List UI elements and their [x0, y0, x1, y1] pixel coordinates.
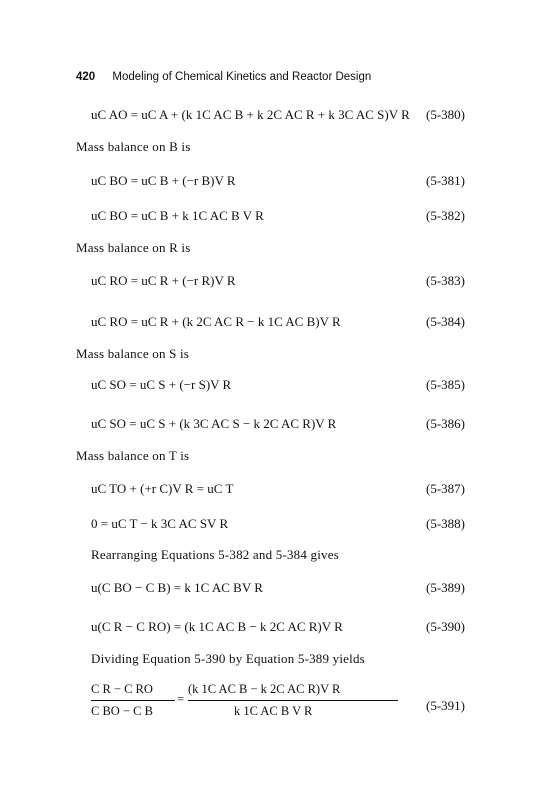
fraction-lhs-denominator: C BO − C B [91, 704, 153, 718]
equation-5-382: uC BO = uC B + k 1C AC B V R [91, 208, 264, 223]
fraction-bar [91, 700, 175, 701]
equation-5-387: uC TO + (+r C)V R = uC T [91, 481, 234, 496]
equation-5-386: uC SO = uC S + (k 3C AC S − k 2C AC R)V R [91, 416, 337, 431]
equation-5-390: u(C R − C RO) = (k 1C AC B − k 2C AC R)V R [91, 619, 343, 634]
running-title: Modeling of Chemical Kinetics and Reactor Design [112, 71, 372, 83]
equation-5-388: 0 = uC T − k 3C AC SV R [91, 516, 229, 531]
body-text: Mass balance on B is [76, 139, 191, 154]
equation-number: (5-390) [426, 619, 465, 634]
fraction-rhs-denominator: k 1C AC B V R [234, 704, 313, 718]
equation-number: (5-382) [426, 208, 465, 223]
page-header [76, 71, 476, 83]
fraction-bar [188, 700, 398, 701]
equation-number: (5-388) [426, 516, 465, 531]
equation-number: (5-383) [426, 273, 465, 288]
page-number: 420 [76, 71, 96, 83]
equation-5-384: uC RO = uC R + (k 2C AC R − k 1C AC B)V R [91, 314, 341, 329]
equation-number: (5-387) [426, 481, 465, 496]
equation-number: (5-386) [426, 416, 465, 431]
equation-5-383: uC RO = uC R + (−r R)V R [91, 273, 236, 288]
equation-5-381: uC BO = uC B + (−r B)V R [91, 173, 236, 188]
equation-5-380: uC AO = uC A + (k 1C AC B + k 2C AC R + k 3C AC S)V R [91, 107, 410, 122]
equation-number: (5-385) [426, 377, 465, 392]
body-text: Mass balance on R is [76, 240, 191, 255]
fraction-lhs-numerator: C R − C RO [91, 682, 153, 696]
equation-number: (5-391) [426, 698, 465, 713]
body-text: Mass balance on T is [76, 448, 190, 463]
body-text: Dividing Equation 5-390 by Equation 5-389 yields [91, 651, 365, 666]
equation-5-389: u(C BO − C B) = k 1C AC BV R [91, 580, 263, 595]
fraction-rhs-numerator: (k 1C AC B − k 2C AC R)V R [188, 682, 341, 696]
equation-number: (5-381) [426, 173, 465, 188]
equation-number: (5-380) [426, 107, 465, 122]
body-text: Rearranging Equations 5-382 and 5-384 gives [91, 547, 339, 562]
equation-number: (5-389) [426, 580, 465, 595]
body-text: Mass balance on S is [76, 346, 190, 361]
equation-5-385: uC SO = uC S + (−r S)V R [91, 377, 232, 392]
equation-number: (5-384) [426, 314, 465, 329]
equals-sign: = [177, 692, 185, 706]
